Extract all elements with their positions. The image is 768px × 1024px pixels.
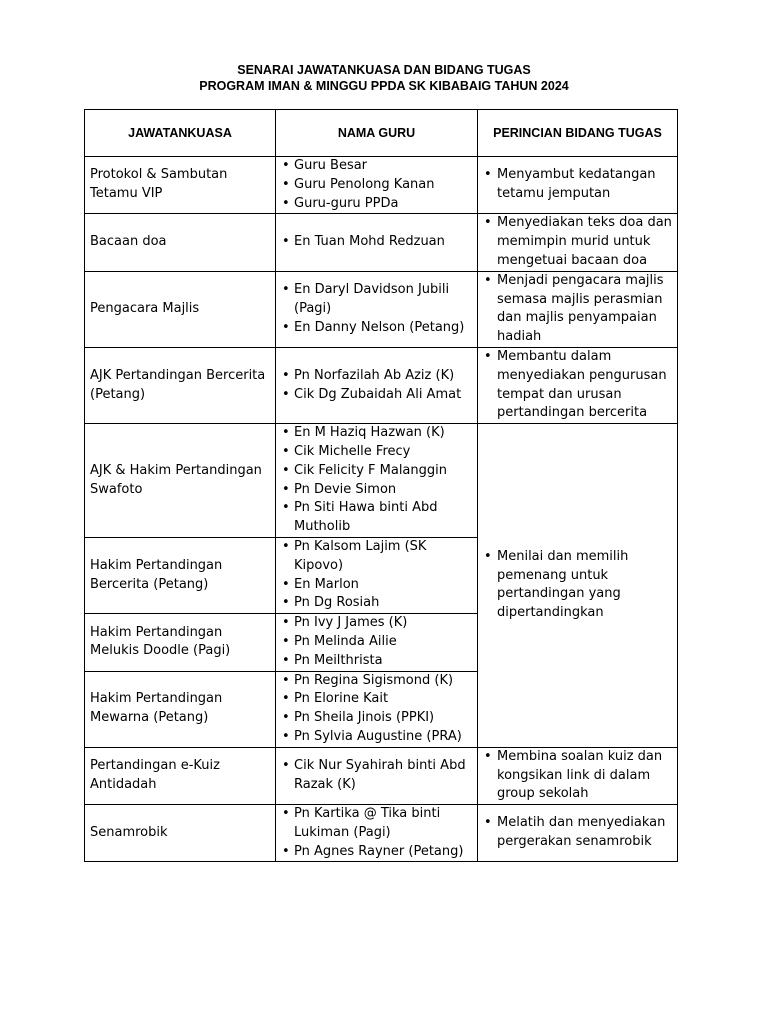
committee-cell: Protokol & Sambutan Tetamu VIP (85, 157, 276, 214)
title-line-2: PROGRAM IMAN & MINGGU PPDA SK KIBABAIG TAHUN 2024 (199, 79, 569, 93)
table-row (85, 347, 678, 423)
teacher-item: • Pn Kalsom Lajim (SK Kipovo) (281, 538, 472, 576)
teacher-item: • En M Haziq Hazwan (K) (281, 424, 472, 443)
teacher-cell (276, 271, 478, 347)
task-item: • Menilai dan memilih pemenang untuk pertandingan yang dipertandingkan (483, 548, 672, 623)
table-row (85, 747, 678, 804)
task-cell (478, 347, 678, 423)
teacher-item: • Guru Penolong Kanan (281, 176, 472, 195)
teacher-cell (276, 537, 478, 613)
table-row (85, 157, 678, 214)
task-cell (478, 805, 678, 862)
teacher-cell (276, 214, 478, 271)
teacher-item: • Pn Dg Rosiah (281, 594, 472, 613)
document-title (0, 62, 768, 94)
teacher-item: • Pn Sylvia Augustine (PRA) (281, 728, 472, 747)
teacher-cell (276, 424, 478, 538)
teacher-item: • Cik Felicity F Malanggin (281, 462, 472, 481)
teacher-item: • En Daryl Davidson Jubili (Pagi) (281, 281, 472, 319)
table-header-row (85, 110, 678, 157)
judging-task-cell (478, 424, 678, 748)
teacher-item: • Pn Meilthrista (281, 652, 472, 671)
task-cell (478, 157, 678, 214)
task-cell (478, 214, 678, 271)
table-row (85, 214, 678, 271)
teacher-cell (276, 671, 478, 747)
committee-cell: AJK & Hakim Pertandingan Swafoto (85, 424, 276, 538)
teacher-item: • Pn Agnes Rayner (Petang) (281, 843, 472, 862)
header-task-details: PERINCIAN BIDANG TUGAS (478, 110, 678, 157)
header-teacher-name: NAMA GURU (276, 110, 478, 157)
committee-cell: Hakim Pertandingan Melukis Doodle (Pagi) (85, 614, 276, 671)
teacher-cell (276, 347, 478, 423)
committee-cell: Bacaan doa (85, 214, 276, 271)
header-committee: JAWATANKUASA (85, 110, 276, 157)
teacher-cell (276, 157, 478, 214)
teacher-item: • Cik Nur Syahirah binti Abd Razak (K) (281, 757, 472, 795)
task-item: • Membina soalan kuiz dan kongsikan link di dalam group sekolah (483, 748, 672, 804)
teacher-item: • En Tuan Mohd Redzuan (281, 233, 472, 252)
committee-cell: Hakim Pertandingan Mewarna (Petang) (85, 671, 276, 747)
committee-cell: Pengacara Majlis (85, 271, 276, 347)
task-item: • Menjadi pengacara majlis semasa majlis perasmian dan majlis penyampaian hadiah (483, 272, 672, 347)
committee-cell: Pertandingan e-Kuiz Antidadah (85, 747, 276, 804)
teacher-item: • Pn Regina Sigismond (K) (281, 672, 472, 691)
teacher-item: • Pn Kartika @ Tika binti Lukiman (Pagi) (281, 805, 472, 843)
teacher-item: • Guru Besar (281, 157, 472, 176)
title-line-1: SENARAI JAWATANKUASA DAN BIDANG TUGAS (237, 63, 531, 77)
table-row (85, 424, 678, 538)
teacher-item: • Pn Siti Hawa binti Abd Mutholib (281, 499, 472, 537)
teacher-cell (276, 805, 478, 862)
teacher-item: • Pn Melinda Ailie (281, 633, 472, 652)
table-row (85, 271, 678, 347)
task-cell (478, 747, 678, 804)
teacher-item: • Cik Dg Zubaidah Ali Amat (281, 386, 472, 405)
teacher-item: • En Marlon (281, 576, 472, 595)
task-item: • Menyediakan teks doa dan memimpin murid untuk mengetuai bacaan doa (483, 214, 672, 270)
task-cell (478, 271, 678, 347)
task-item: • Menyambut kedatangan tetamu jemputan (483, 166, 672, 204)
committee-table (84, 109, 678, 862)
teacher-item: • Pn Sheila Jinois (PPKI) (281, 709, 472, 728)
committee-cell: AJK Pertandingan Bercerita (Petang) (85, 347, 276, 423)
teacher-cell (276, 614, 478, 671)
committee-cell: Senamrobik (85, 805, 276, 862)
teacher-item: • Guru-guru PPDa (281, 195, 472, 214)
teacher-item: • Pn Elorine Kait (281, 690, 472, 709)
teacher-cell (276, 747, 478, 804)
task-item: • Membantu dalam menyediakan pengurusan tempat dan urusan pertandingan bercerita (483, 348, 672, 423)
teacher-item: • Cik Michelle Frecy (281, 443, 472, 462)
committee-cell: Hakim Pertandingan Bercerita (Petang) (85, 537, 276, 613)
teacher-item: • En Danny Nelson (Petang) (281, 319, 472, 338)
teacher-item: • Pn Ivy J James (K) (281, 614, 472, 633)
table-row (85, 805, 678, 862)
task-item: • Melatih dan menyediakan pergerakan senamrobik (483, 814, 672, 852)
teacher-item: • Pn Devie Simon (281, 481, 472, 500)
teacher-item: • Pn Norfazilah Ab Aziz (K) (281, 367, 472, 386)
